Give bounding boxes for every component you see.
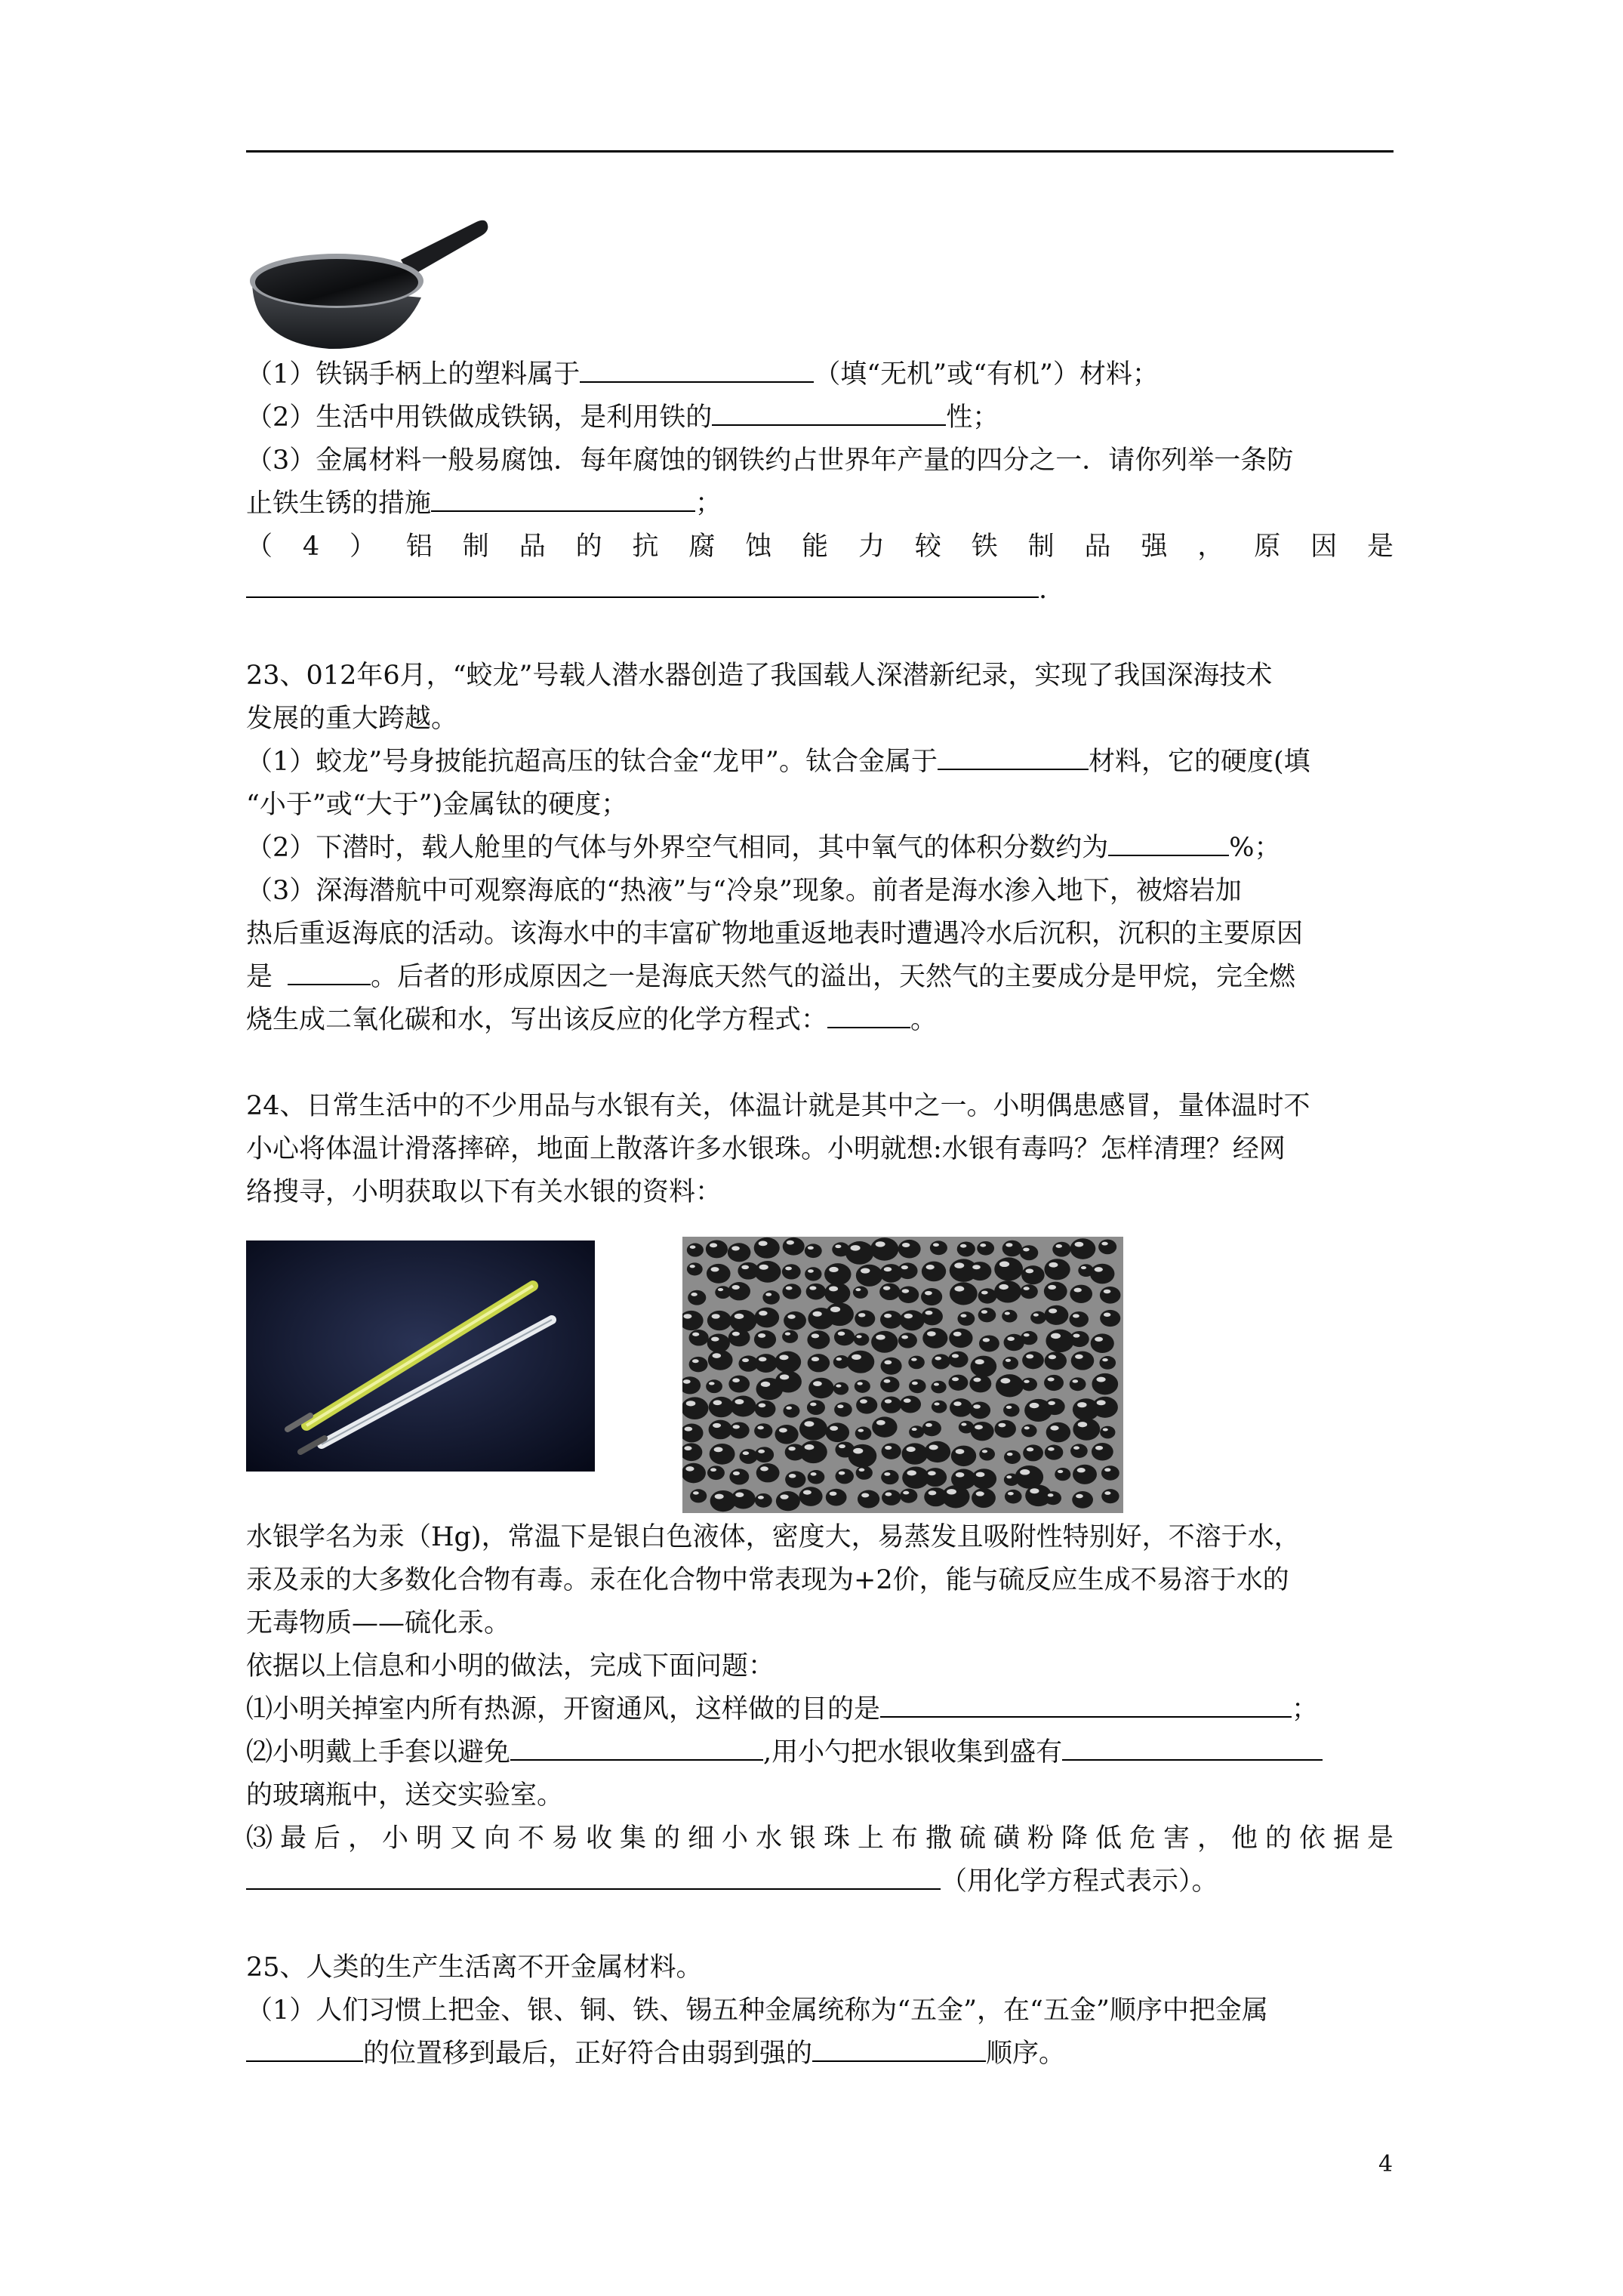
q23-sub3-line2: 热后重返海底的活动。该海水中的丰富矿物地重返地表时遭遇冷水后沉积，沉积的主要原因 [246, 919, 1304, 949]
q23-sub2: （2）下潜时，载人舱里的气体与外界空气相同，其中氧气的体积分数约为 %； [246, 827, 1394, 870]
q23-intro-line2: 发展的重大跨越。 [246, 704, 458, 734]
q23-sub1-line1: （1）蛟龙”号身披能抗超高压的钛合金“龙甲”。钛合金属于 材料，它的硬度(填 [246, 741, 1394, 784]
q23-intro-line1: 23、012年6月，“蛟龙”号载人潜水器创造了我国载人深潜新纪录，实现了我国深海技术 [246, 661, 1273, 691]
answer-blank[interactable] [827, 1000, 910, 1028]
q22-sub1: （1）铁锅手柄上的塑料属于 （填“无机”或“有机”）材料； [246, 353, 1394, 396]
answer-blank[interactable] [712, 397, 946, 426]
answer-blank[interactable] [580, 354, 814, 383]
answer-blank[interactable] [246, 1861, 941, 1890]
q23-sub3-line1: （3）深海潜航中可观察海底的“热液”与“冷泉”现象。前者是海水渗入地下，被熔岩加 [246, 876, 1242, 906]
page-content [246, 196, 1394, 2076]
answer-blank[interactable] [510, 1732, 763, 1761]
q24-sub2-line2: 的玻璃瓶中，送交实验室。 [246, 1780, 564, 1811]
q23-sub1-line2: “小于”或“大于”)金属钛的硬度； [246, 790, 628, 820]
wok-picture [246, 214, 503, 365]
answer-blank[interactable] [880, 1689, 1292, 1718]
q23-sub3-line4: 烧生成二氧化碳和水，写出该反应的化学方程式： 。 [246, 999, 1394, 1042]
answer-blank[interactable] [246, 569, 1039, 598]
page-number: 4 [1378, 2151, 1394, 2177]
q23-sub3-line3: 是 。后者的形成原因之一是海底天然气的溢出，天然气的主要成分是甲烷，完全燃 [246, 956, 1394, 999]
spacer [246, 1042, 1394, 1085]
q22-sub2: （2）生活中用铁做成铁锅，是利用铁的 性； [246, 396, 1394, 439]
q25-sub1-line1: （1）人们习惯上把金、银、铜、铁、锡五种金属统称为“五金”，在“五金”顺序中把金属 [246, 1996, 1268, 2026]
answer-blank[interactable] [431, 483, 695, 512]
q24-sub3-line1: ⑶最后，小明又向不易收集的细小水银珠上布撒硫磺粉降低危害，他的依据是 [246, 1823, 1394, 1854]
answer-blank[interactable] [288, 957, 371, 985]
q24-intro-line3: 络搜寻，小明获取以下有关水银的资料： [246, 1177, 722, 1207]
q24-intro-line2: 小心将体温计滑落摔碎，地面上散落许多水银珠。小明就想:水银有毒吗？怎样清理？经网 [246, 1134, 1286, 1164]
q24-info-line1: 水银学名为汞（Hg)，常温下是银白色液体，密度大，易蒸发且吸附性特别好，不溶于水， [246, 1522, 1301, 1552]
wok-image [246, 196, 1394, 353]
answer-blank[interactable] [1062, 1732, 1323, 1761]
q24-sub1: ⑴小明关掉室内所有热源，开窗通风，这样做的目的是 ； [246, 1688, 1394, 1731]
q22-sub4-line2: . [246, 569, 1394, 612]
q22-sub3-line1: （3）金属材料一般易腐蚀．每年腐蚀的钢铁约占世界年产量的四分之一．请你列举一条防 [246, 445, 1294, 476]
q24-sub3-line2: （用化学方程式表示）。 [246, 1860, 1394, 1903]
q25-intro: 25、人类的生产生活离不开金属材料。 [246, 1952, 703, 1983]
q24-info-line3: 无毒物质——硫化汞。 [246, 1608, 511, 1638]
thermometer-image [246, 1240, 595, 1472]
answer-blank[interactable] [812, 2033, 986, 2062]
answer-blank[interactable] [938, 741, 1089, 770]
spacer [246, 1903, 1394, 1946]
q24-sub2-line1: ⑵小明戴上手套以避免 ,用小勺把水银收集到盛有 [246, 1731, 1394, 1774]
q22-sub4-line1: （4）铝制品的抗腐蚀能力较铁制品强，原因是 [246, 532, 1394, 562]
q24-intro-line1: 24、日常生活中的不少用品与水银有关，体温计就是其中之一。小明偶患感冒，量体温时不 [246, 1091, 1310, 1121]
answer-blank[interactable] [246, 2033, 363, 2062]
mercury-droplets-image [682, 1237, 1123, 1513]
q24-info-line2: 汞及汞的大多数化合物有毒。汞在化合物中常表现为+2价，能与硫反应生成不易溶于水的 [246, 1565, 1289, 1595]
q25-sub1-line2: 的位置移到最后，正好符合由弱到强的 顺序。 [246, 2032, 1394, 2076]
spacer [246, 612, 1394, 655]
q24-prompt: 依据以上信息和小明的做法，完成下面问题： [246, 1651, 775, 1681]
answer-blank[interactable] [1108, 827, 1229, 856]
q22-sub3-line2: 止铁生锈的措施 ； [246, 482, 1394, 525]
header-rule [246, 150, 1394, 153]
q24-images [246, 1214, 1394, 1516]
